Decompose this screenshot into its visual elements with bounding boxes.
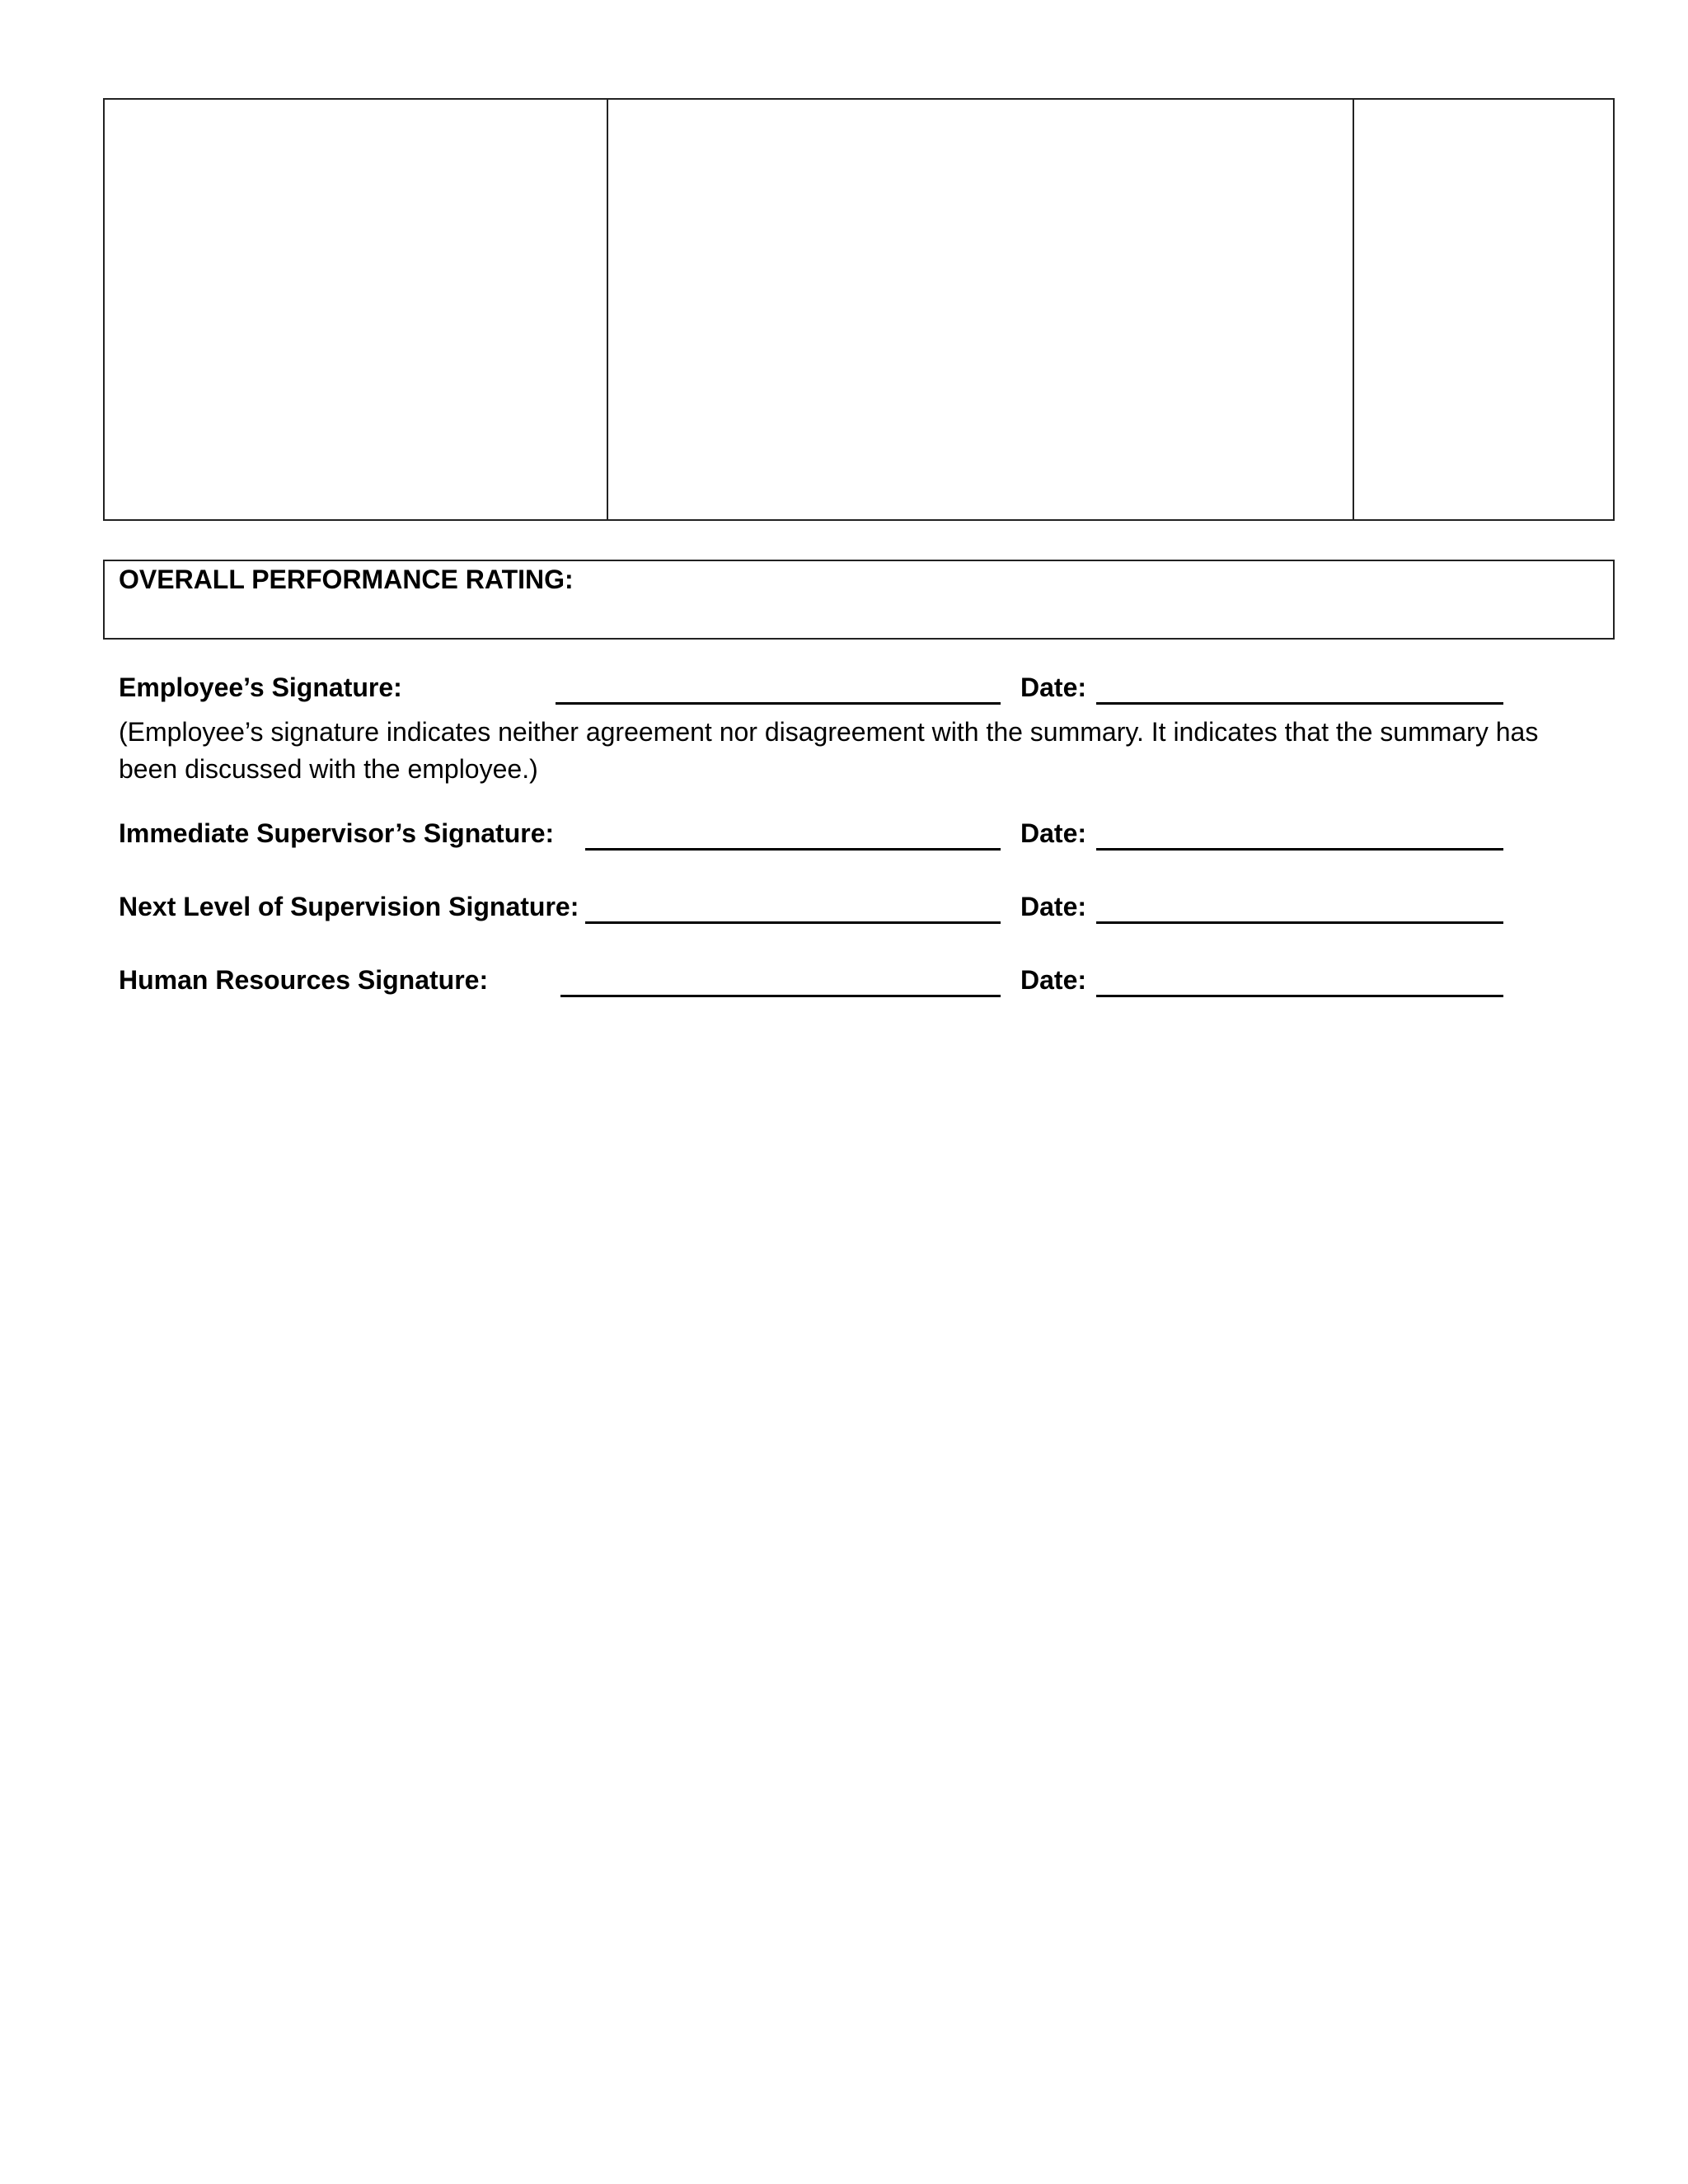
- supervisor-signature-line[interactable]: [585, 848, 1001, 851]
- employee-date-line[interactable]: [1096, 702, 1503, 705]
- employee-signature-note: (Employee’s signature indicates neither agreement nor disagreement with the summary. It indicates that the summary has been discussed with the employee.): [119, 717, 1539, 784]
- supervisor-signature-label: Immediate Supervisor’s Signature:: [119, 818, 555, 848]
- next-level-signature-label: Next Level of Supervision Signature:: [119, 892, 579, 921]
- evaluation-table: [103, 98, 1615, 521]
- employee-signature-label: Employee’s Signature:: [119, 673, 402, 702]
- table-cell-3[interactable]: [1354, 100, 1613, 519]
- hr-date-line[interactable]: [1096, 995, 1503, 997]
- supervisor-signature-row: [119, 818, 1503, 856]
- employee-signature-row: [119, 673, 1503, 710]
- next-level-date-line[interactable]: [1096, 921, 1503, 924]
- table-cell-2[interactable]: [608, 100, 1354, 519]
- next-level-signature-row: [119, 892, 1503, 930]
- employee-signature-line[interactable]: [556, 702, 1001, 705]
- supervisor-date-line[interactable]: [1096, 848, 1503, 851]
- table-cell-1[interactable]: [105, 100, 608, 519]
- next-level-signature-line[interactable]: [585, 921, 1001, 924]
- hr-signature-row: [119, 965, 1503, 1003]
- overall-rating-label: OVERALL PERFORMANCE RATING:: [119, 565, 574, 594]
- hr-signature-line[interactable]: [560, 995, 1001, 997]
- supervisor-date-label: Date:: [1020, 818, 1087, 848]
- hr-date-label: Date:: [1020, 965, 1087, 995]
- next-level-date-label: Date:: [1020, 892, 1087, 921]
- overall-rating-box[interactable]: [103, 560, 1615, 640]
- employee-date-label: Date:: [1020, 673, 1087, 702]
- hr-signature-label: Human Resources Signature:: [119, 965, 489, 995]
